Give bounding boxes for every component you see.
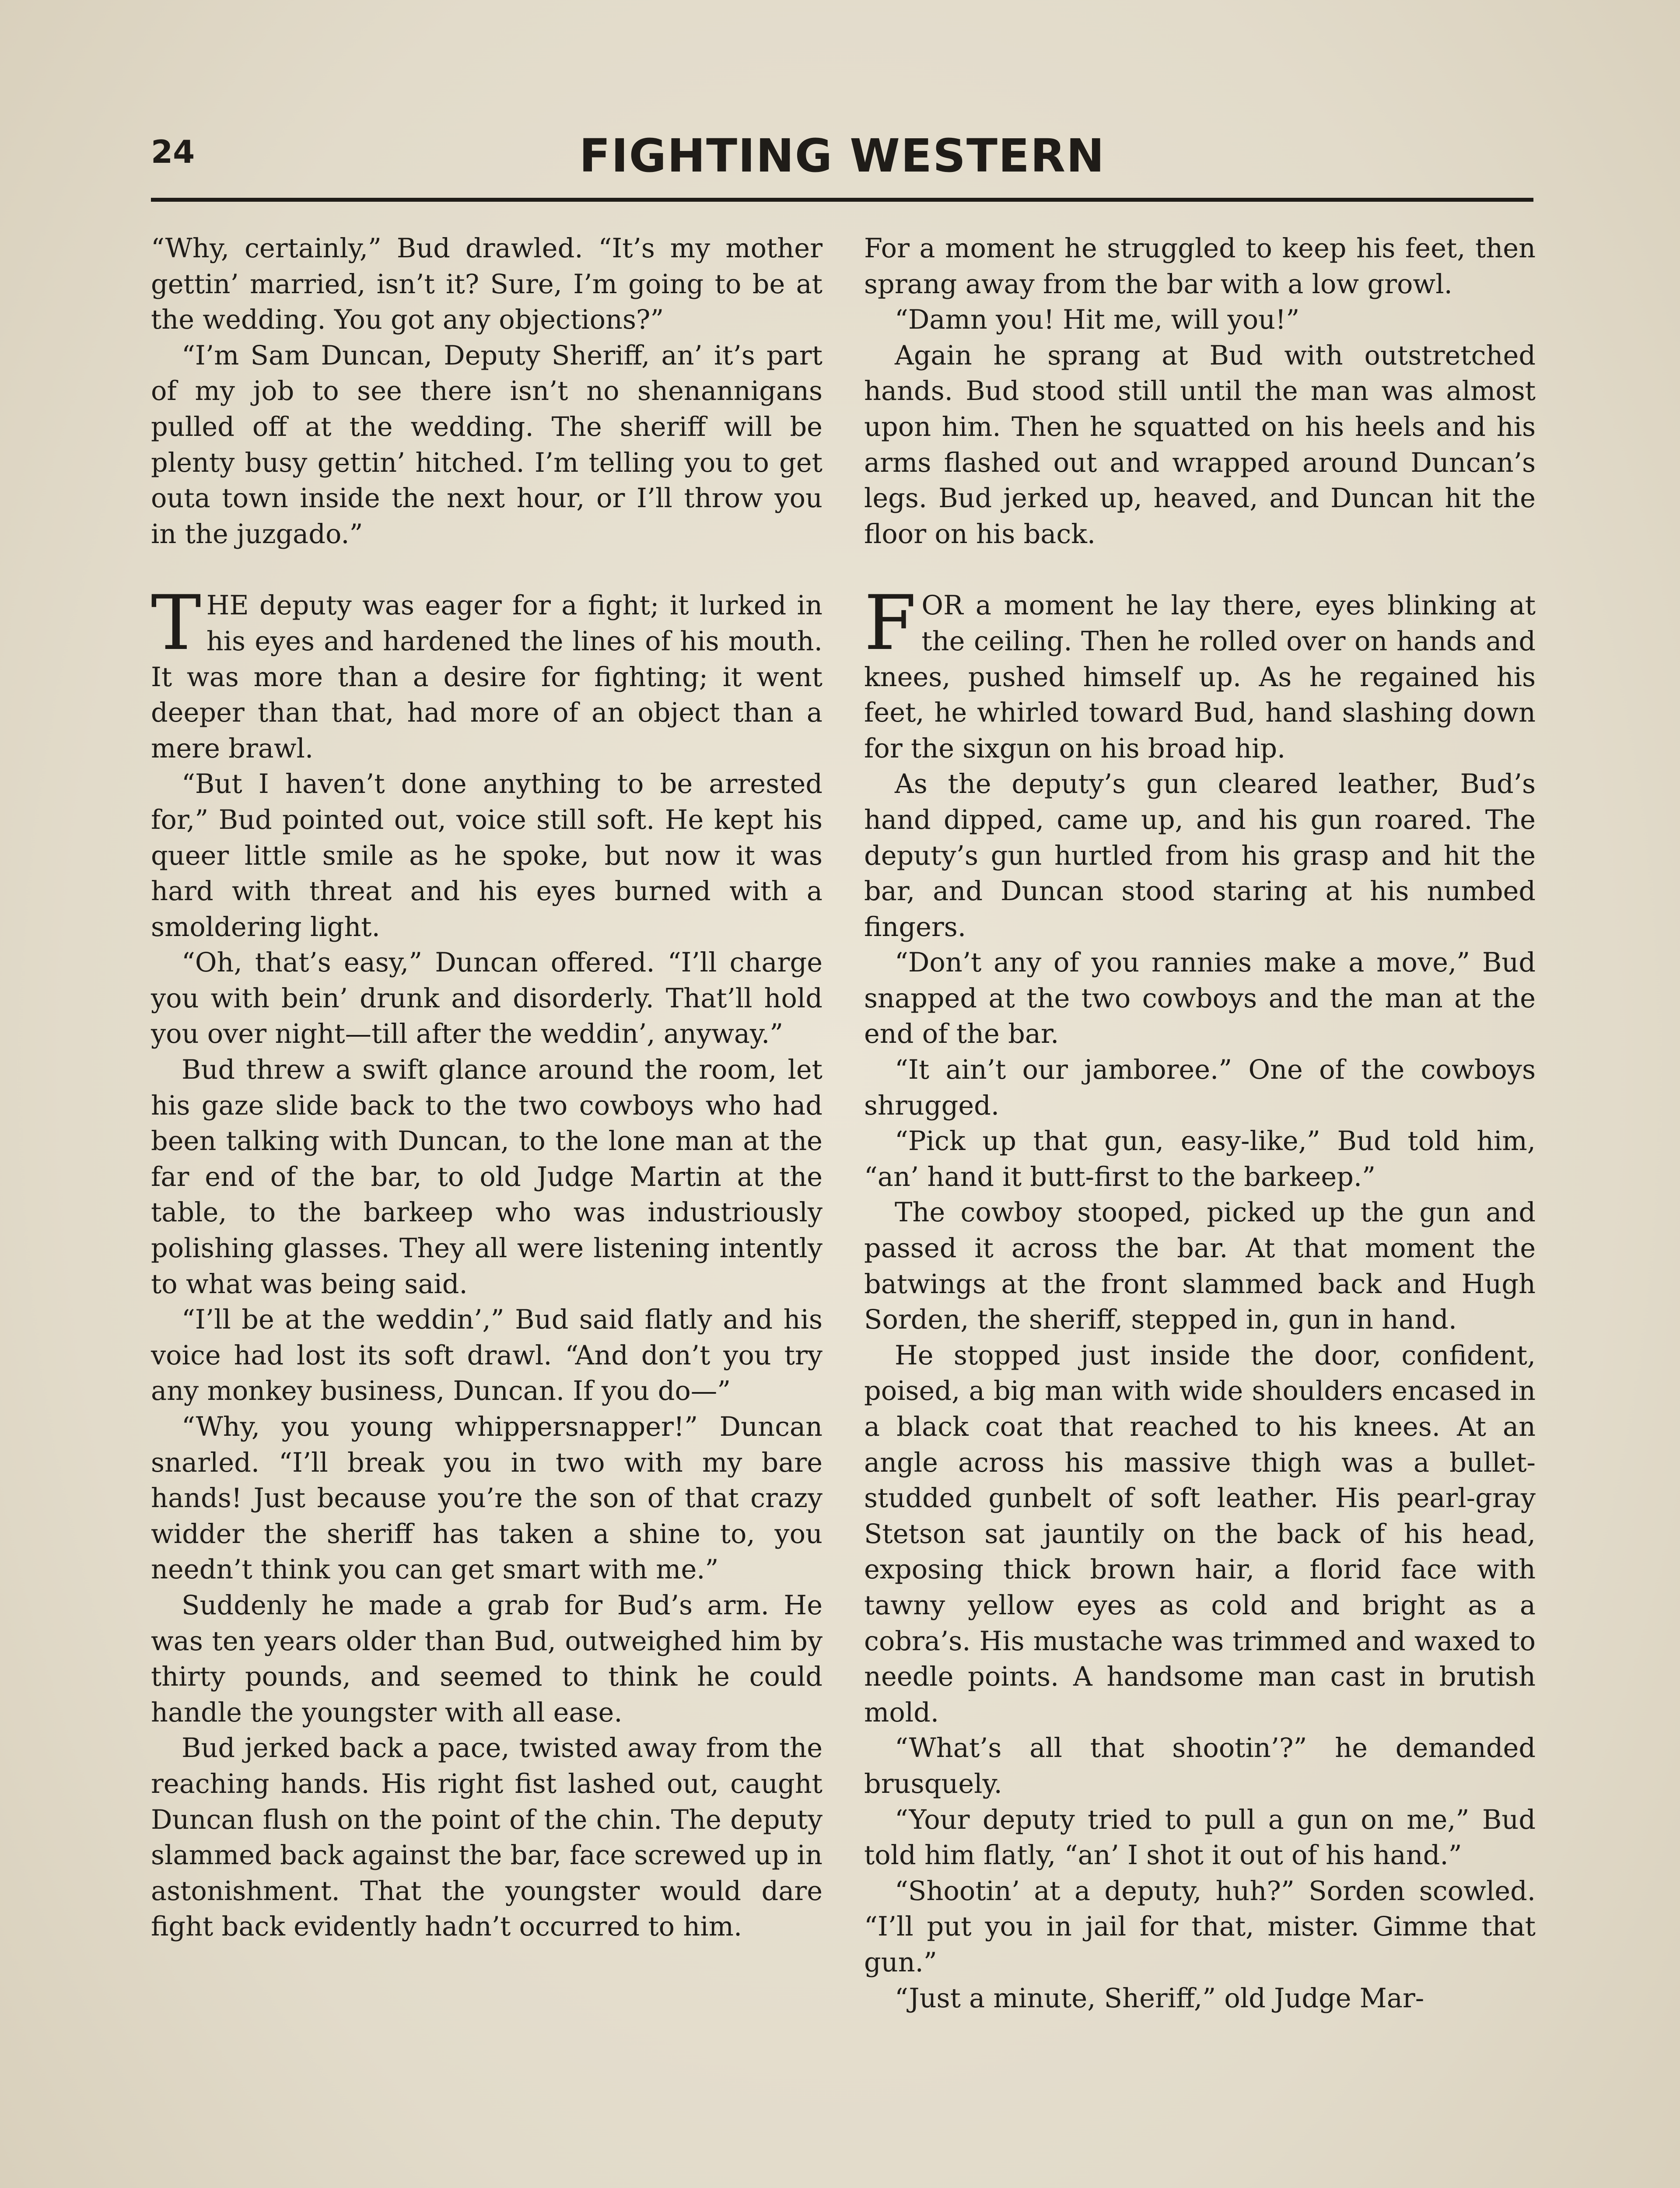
paragraph: “I’ll be at the weddin’,” Bud said flatly and his voice had lost its soft drawl. “And don’t you try any monkey business, Duncan. If you do—” xyxy=(151,1304,822,1407)
drop-cap: T xyxy=(151,579,201,667)
paragraph: “It ain’t our jamboree.” One of the cowboys shrugged. xyxy=(864,1055,1536,1121)
paragraph: The cowboy stooped, picked up the gun and passed it across the bar. At that moment the batwings at the front slammed back and Hugh Sorden, the sheriff, stepped in, gun in hand. xyxy=(864,1197,1536,1336)
right-column xyxy=(864,231,1536,2016)
paragraph: Bud threw a swift glance around the room, let his gaze slide back to the two cowboys who had been talking with Duncan, to the lone man at the far end of the bar, to old Judge Martin at the table, to the barkeep who was industriously polishing glasses. They all were listening intently to what was being said. xyxy=(151,1055,822,1300)
paragraph-text: OR a moment he lay there, eyes blinking at the ceiling. Then he rolled over on hands and knees, pushed himself up. As he regained his feet, he whirled toward Bud, hand slashing down for the sixgun on his broad hip. xyxy=(864,590,1536,764)
paragraph: “But I haven’t done anything to be arrested for,” Bud pointed out, voice still soft. He kept his queer little smile as he spoke, but now it was hard with threat and his eyes burned with a smoldering light. xyxy=(151,769,822,943)
magazine-title: FIGHTING WESTERN xyxy=(579,129,1106,182)
paragraph: He stopped just inside the door, confident, poised, a big man with wide shoulders encased in a black coat that reached to his knees. At an angle across his massive thigh was a bullet-studded gunbelt of soft leather. His pearl-gray Stetson sat jauntily on the back of his head, exposing thick brown hair, a florid face with tawny yellow eyes as cold and bright as a cobra’s. His mustache was trimmed and waxed to needle points. A handsome man cast in brutish mold. xyxy=(864,1340,1536,1728)
paragraph: “Why, you young whippersnapper!” Duncan snarled. “I’ll break you in two with my bare hands! Just because you’re the son of that crazy widder the sheriff has taken a shine to, you needn’t think you can get smart with me.” xyxy=(151,1412,822,1585)
paragraph: “Damn you! Hit me, will you!” xyxy=(895,305,1300,336)
paragraph-text: HE deputy was eager for a fight; it lurked in his eyes and hardened the lines of his mouth. It was more than a desire for fighting; it went deeper than that, had more of an object than a mere brawl. xyxy=(151,590,822,764)
paragraph: “Shootin’ at a deputy, huh?” Sorden scowled. “I’ll put you in jail for that, mister. Gimme that gun.” xyxy=(864,1876,1536,1978)
paragraph: Suddenly he made a grab for Bud’s arm. He was ten years older than Bud, outweighed him by thirty pounds, and seemed to think he could handle the youngster with all ease. xyxy=(151,1590,822,1728)
paragraph: As the deputy’s gun cleared leather, Bud’s hand dipped, came up, and his gun roared. The deputy’s gun hurtled from his grasp and hit the bar, and Duncan stood staring at his numbed fingers. xyxy=(864,769,1536,943)
paragraph: Again he sprang at Bud with outstretched hands. Bud stood still until the man was almost upon him. Then he squatted on his heels and his arms flashed out and wrapped around Duncan’s legs. Bud jerked up, heaved, and Duncan hit the floor on his back. xyxy=(864,340,1536,550)
left-column xyxy=(151,231,822,1945)
paragraph: “Just a minute, Sheriff,” old Judge Mar- xyxy=(895,1983,1424,2014)
paragraph-dropcap xyxy=(864,579,1536,767)
paragraph-dropcap xyxy=(151,579,822,767)
paragraph: “Oh, that’s easy,” Duncan offered. “I’ll charge you with bein’ drunk and disorderly. That’ll hold you over night—till after the weddin’, anyway.” xyxy=(151,947,822,1050)
paragraph: “I’m Sam Duncan, Deputy Sheriff, an’ it’s part of my job to see there isn’t no shenannigans pulled off at the wedding. The sheriff will be plenty busy gettin’ hitched. I’m telling you to get outa town inside the next hour, or I’ll throw you in the juzgado.” xyxy=(151,340,822,550)
paragraph: “Pick up that gun, easy-like,” Bud told him, “an’ hand it butt-first to the barkeep.” xyxy=(864,1126,1536,1192)
drop-cap: F xyxy=(864,579,917,667)
paragraph: Bud jerked back a pace, twisted away from the reaching hands. His right fist lashed out, caught Duncan flush on the point of the chin. The deputy slammed back against the bar, face screwed up in astonishment. That the youngster would dare fight back evidently hadn’t occurred to him. xyxy=(151,1733,822,1943)
paragraph: “Don’t any of you rannies make a move,” Bud snapped at the two cowboys and the man at the end of the bar. xyxy=(864,947,1536,1050)
header-rule xyxy=(151,198,1533,202)
paragraph: “Your deputy tried to pull a gun on me,” Bud told him flatly, “an’ I shot it out of his hand.” xyxy=(864,1804,1536,1871)
page-header xyxy=(151,129,1533,186)
paragraph: “Why, certainly,” Bud drawled. “It’s my mother gettin’ married, isn’t it? Sure, I’m going to be at the wedding. You got any objections?” xyxy=(151,233,822,336)
page-number: 24 xyxy=(151,133,195,170)
paragraph: For a moment he struggled to keep his feet, then sprang away from the bar with a low growl. xyxy=(864,233,1536,300)
paragraph: “What’s all that shootin’?” he demanded brusquely. xyxy=(864,1733,1536,1799)
